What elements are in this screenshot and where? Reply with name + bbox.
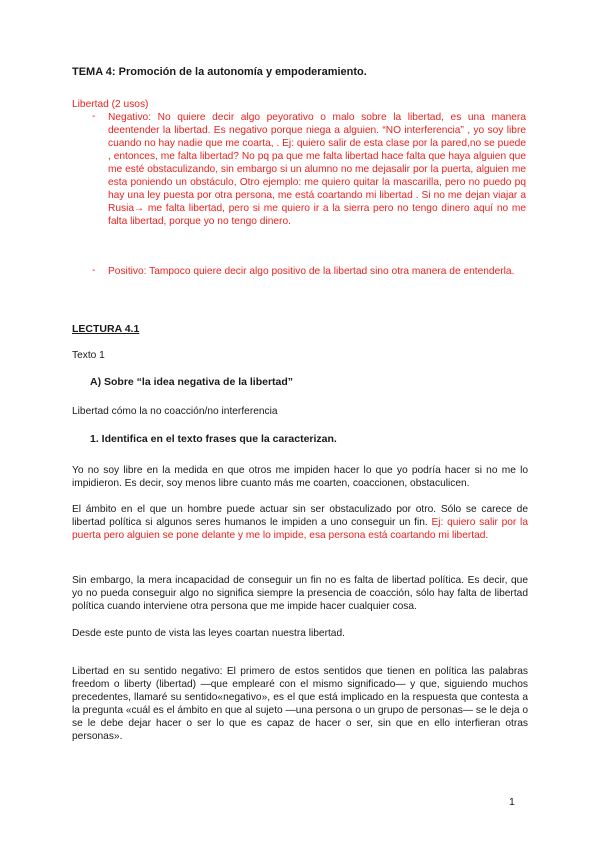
paragraph-2-text: El ámbito en el que un hombre puede actuar sin ser obstaculizado por otro. Sólo se carece de libertad política si algunos seres humanos le impiden a uno conseguir un fin. [72,504,528,528]
lectura-heading: LECTURA 4.1 [72,323,140,335]
paragraph-1: Yo no soy libre en la medida en que otros me impiden hacer lo que yo podría hacer si no me lo impidieron. Es decir, soy menos libre cuanto más me coarten, coaccionen, obstaculicen. [72,465,528,489]
paragraph-3: Sin embargo, la mera incapacidad de conseguir un fin no es falta de libertad política. Es decir, que yo no pueda conseguir algo no significa siempre la presencia de coacción, sólo hay falta de libertad política cuando interviene otra persona que me impide hacer cualquier cosa. [72,575,528,612]
paragraph-2 [72,503,528,542]
question-1: 1. Identifica en el texto frases que la caracterizan. [90,433,337,445]
document-title: TEMA 4: Promoción de la autonomía y empoderamiento. [72,66,367,78]
libertad-usos-label: Libertad (2 usos) [72,99,149,110]
paragraph-2-example: Ej: quiero salir por la puerta pero alguien se pone delante y me lo impide, esa persona está coartando mi libertad. [72,517,528,541]
bullet-negativo: Negativo: No quiere decir algo peyorativo o malo sobre la libertad, es una manera deentender la libertad. Es negativo porque niega a alguien. “NO interferencia” , yo soy libre cuando no hay nadie que me coarta, . Ej: quiero salir de esta clase por la pared,no se puede , entonces, me falta libertad? No pq pa que me falta libertad hace falta que haya alguien que me esté obstaculizando, sin embargo si un alumno no me dejasalir por la puerta, alguien me esta poniendo un obstáculo, Otro ejemplo: me quiero quitar la mascarilla, pero no puedo pq hay una ley puesta por otra persona, me está coartando mi libertad . Si no me dejan viajar a Rusia→ me falta libertad, pero si me quiero ir a la sierra pero no tengo dinero aquí no me falta libertad, porque yo no tengo dinero. [108,112,526,227]
page-number: 1 [509,796,515,808]
libertad-coaccion-line: Libertad cómo la no coacción/no interferencia [72,406,278,417]
bullet-dash: - [92,265,96,276]
paragraph-4: Desde este punto de vista las leyes coartan nuestra libertad. [72,628,345,639]
bullet-positivo: Positivo: Tampoco quiere decir algo positivo de la libertad sino otra manera de entenderla. [108,266,515,277]
bullet-dash: - [92,111,96,122]
texto-label: Texto 1 [72,350,105,361]
section-a-heading: A) Sobre “la idea negativa de la libertad” [90,376,294,388]
paragraph-5: Libertad en su sentido negativo: El primero de estos sentidos que tienen en política las palabras freedom o liberty (libertad) —que emplearé con el mismo significado— y que, siguiendo muchos precedentes, llamaré su sentido«negativo», es el que está implicado en la respuesta que contesta a la pregunta «cuál es el ámbito en que al sujeto —una persona o un grupo de personas— se le deja o se le debe dejar hacer o ser lo que es capaz de hacer o ser, sin que en ello interfieran otras personas». [72,666,528,742]
